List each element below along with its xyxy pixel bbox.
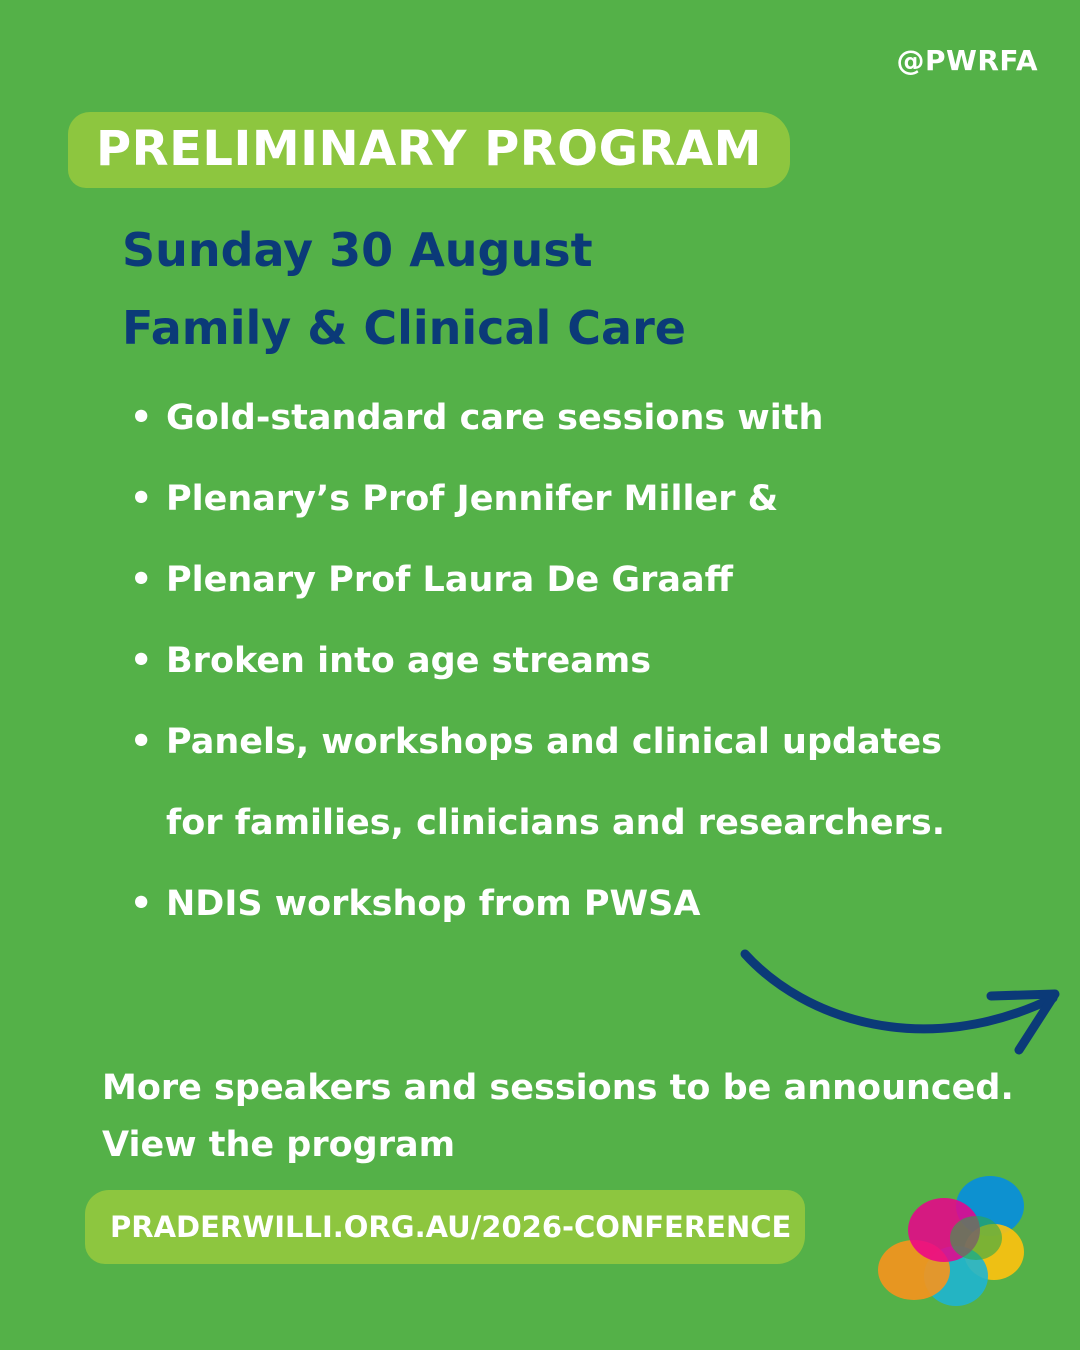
page-title: PRELIMINARY PROGRAM [96,121,762,177]
overlapping-circles-logo [872,1172,1032,1312]
announcement-text: More speakers and sessions to be announced. [102,1068,1014,1108]
bullet-icon: • [130,560,153,600]
list-item [130,540,945,621]
bullet-icon: • [130,722,153,762]
list-item [130,459,945,540]
view-program-text: View the program [102,1125,456,1165]
list-item [130,864,945,945]
social-handle: @PWRFA [896,44,1038,77]
list-item-text: Plenary Prof Laura De Graaff [166,560,734,600]
program-list [130,378,945,945]
theme-heading: Family & Clinical Care [122,301,686,355]
curved-arrow-icon [735,940,1065,1070]
bullet-icon: • [130,641,153,681]
list-item-text: Broken into age streams [166,641,652,681]
list-item-text: for families, clinicians and researchers. [166,803,946,843]
bullet-icon: • [130,398,153,438]
list-item-text: Plenary’s Prof Jennifer Miller & [166,479,779,519]
date-heading: Sunday 30 August [122,223,593,277]
list-item [130,621,945,702]
list-item [130,378,945,459]
list-item-text: Panels, workshops and clinical updates [166,722,942,762]
bullet-icon: • [130,884,153,924]
list-item-text: Gold-standard care sessions with [166,398,824,438]
bullet-icon: • [130,479,153,519]
list-item-continuation [130,783,945,864]
list-item [130,702,945,783]
list-item-text: NDIS workshop from PWSA [166,884,701,924]
conference-url-link[interactable]: PRADERWILLI.ORG.AU/2026-CONFERENCE [110,1210,792,1244]
